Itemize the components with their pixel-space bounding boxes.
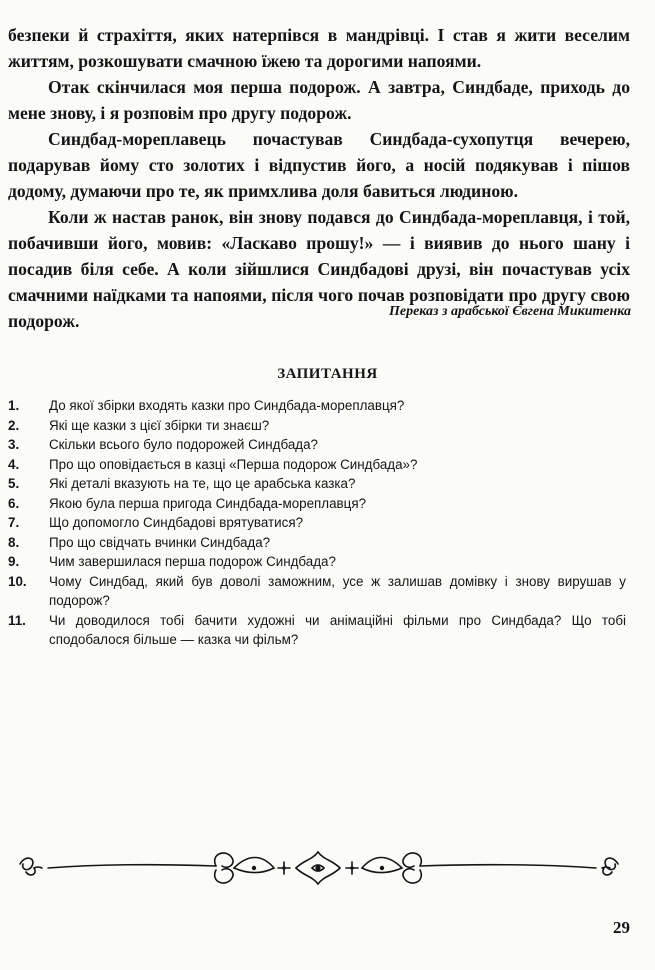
question-number: 3.	[8, 437, 20, 452]
story-text	[8, 22, 630, 334]
translation-credit: Переказ з арабської Євгена Микитенка	[388, 304, 631, 319]
question-number: 8.	[8, 534, 20, 550]
question-number: 9.	[8, 554, 20, 569]
question-text: Які ще казки з цієї збірки ти знаєш?	[49, 417, 270, 433]
questions-list	[8, 396, 626, 650]
paragraph: Синдбад-мореплавець почастував Синдбада-сухопутця вечерею, подарував йому сто золотих і відпустив його, а носій подякував і пішов додому, думаючи про те, як примхлива доля бавиться людиною.	[8, 129, 630, 201]
question-text: Скільки всього було подорожей Синдбада?	[49, 437, 318, 452]
question-item	[8, 494, 626, 514]
question-text: Чи доводилося тобі бачити художні чи анімаційні фільми про Синдбада? Що тобі сподобалося більше — казка чи фільм?	[49, 612, 626, 647]
question-item	[8, 513, 626, 533]
question-item	[8, 552, 626, 572]
question-text: Якою була перша пригода Синдбада-мореплавця?	[49, 495, 367, 511]
paragraph: Коли ж настав ранок, він знову подався до Синдбада-мореплавця, і той, побачивши його, мовив: «Ласкаво прошу!» — і виявив до нього шану і посадив біля себе. А коли зійшлися Синдбадові друзі, він почастував усіх смачними наїдками та напоями, після чого почав розповідати про другу свою подорож.	[8, 207, 630, 331]
question-item	[8, 572, 626, 611]
question-text: Чим завершилася перша подорож Синдбада?	[49, 554, 336, 569]
question-text: До якої збірки входять казки про Синдбада-мореплавця?	[49, 398, 405, 413]
decorative-divider-ornament	[12, 842, 632, 892]
question-item	[8, 611, 626, 650]
question-text: Про що свідчать вчинки Синдбада?	[49, 534, 271, 550]
page-number: 29	[613, 918, 630, 937]
question-number: 1.	[8, 398, 20, 413]
question-number: 2.	[8, 417, 20, 433]
paragraph: безпеки й страхіття, яких натерпівся в мандрівці. І став я жити веселим життям, розкошувати смачною їжею та дорогими напоями.	[8, 25, 630, 71]
question-text: Чому Синдбад, який був доволі заможним, усе ж залишав домівку і знову вирушав у подорож?	[49, 573, 626, 608]
question-item	[8, 396, 626, 416]
question-item	[8, 455, 626, 475]
question-number: 10.	[8, 573, 27, 589]
question-item	[8, 435, 626, 455]
question-text: Що допомогло Синдбадові врятуватися?	[49, 515, 304, 530]
question-number: 5.	[8, 476, 20, 491]
question-number: 6.	[8, 495, 20, 511]
question-text: Про що оповідається в казці «Перша подорож Синдбада»?	[49, 456, 418, 472]
questions-heading: ЗАПИТАННЯ	[277, 366, 378, 382]
question-text: Які деталі вказують на те, що це арабська казка?	[49, 476, 356, 491]
question-item	[8, 533, 626, 553]
question-number: 4.	[8, 456, 20, 472]
paragraph: Отак скінчилася моя перша подорож. А завтра, Синдбаде, приходь до мене знову, і я розповім про другу подорож.	[8, 77, 630, 123]
question-item	[8, 474, 626, 494]
question-item	[8, 416, 626, 436]
question-number: 11.	[8, 612, 26, 628]
question-number: 7.	[8, 515, 20, 530]
